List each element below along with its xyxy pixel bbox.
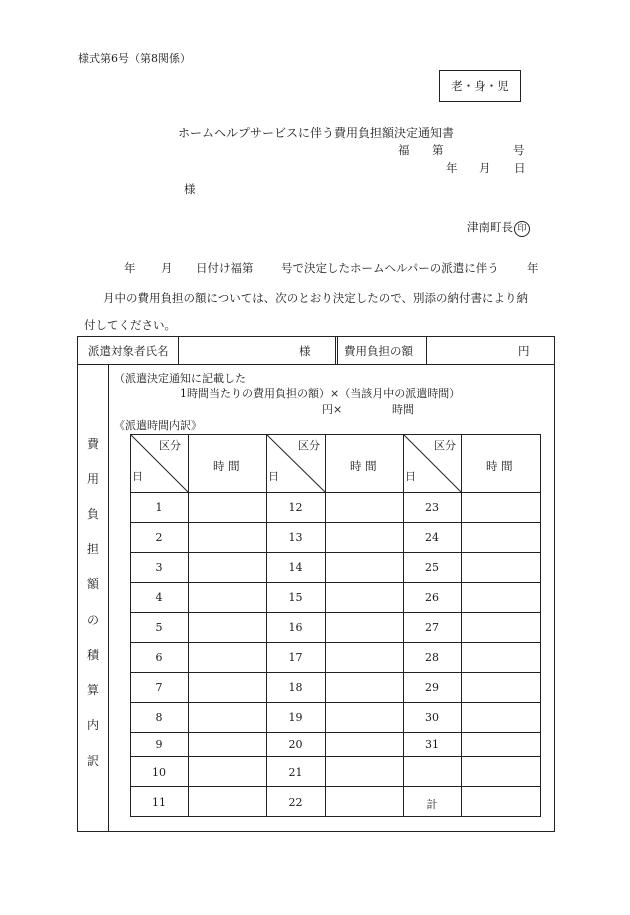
body-line1-year: 年	[124, 261, 136, 275]
doc-number-middle: 第	[432, 143, 444, 157]
kubun-label: 区分	[159, 439, 181, 452]
hours-header: 時 間	[213, 459, 240, 473]
form-number: 様式第6号（第8関係）	[78, 52, 191, 65]
day-number: 2	[155, 531, 163, 544]
day-number: 16	[288, 621, 303, 634]
body-line1-month: 月	[161, 261, 173, 275]
day-number: 17	[288, 651, 303, 664]
document-title: ホームヘルプサービスに伴う費用負担額決定通知書	[178, 126, 455, 140]
side-label-char: 用	[86, 472, 99, 486]
day-number: 28	[425, 651, 439, 664]
day-label: 日	[132, 470, 143, 483]
day-number: 29	[425, 681, 439, 694]
side-label-char: 訳	[86, 754, 99, 768]
day-number: 24	[425, 531, 439, 544]
side-label-char: 担	[86, 542, 99, 556]
breakdown-title: 《派遣時間内訳》	[114, 419, 202, 432]
side-label-char: 積	[86, 648, 99, 662]
day-number: 6	[155, 651, 163, 664]
day-number: 14	[288, 561, 303, 574]
day-number: 5	[155, 621, 163, 634]
day-number: 25	[425, 561, 439, 574]
formula-line2: 1時間当たりの費用負担の額）×（当該月中の派遣時間）	[180, 387, 461, 400]
name-suffix: 様	[299, 344, 311, 358]
doc-number-suffix: 号	[513, 143, 525, 157]
day-number: 22	[288, 796, 303, 809]
day-number: 4	[155, 591, 163, 604]
formula-yen: 円×	[322, 403, 343, 416]
day-number: 20	[288, 738, 303, 751]
issuer-name: 津南町長	[467, 220, 513, 234]
hours-header: 時 間	[486, 459, 513, 473]
body-line2: 月中の費用負担の額については、次のとおり決定したので、別添の納付書により納	[103, 291, 529, 305]
body-line1-dated: 日付け福第	[196, 261, 254, 275]
kubun-label: 区分	[434, 439, 456, 452]
day-number: 9	[155, 738, 163, 751]
day-number: 12	[288, 501, 303, 514]
day-number: 8	[155, 711, 163, 724]
day-number: 31	[425, 738, 439, 751]
side-label-char: 負	[86, 507, 99, 521]
day-number: 19	[288, 711, 303, 724]
day-number: 18	[288, 681, 303, 694]
day-number: 7	[155, 681, 163, 694]
date-day: 日	[514, 161, 526, 175]
day-number: 15	[288, 591, 303, 604]
day-number: 30	[425, 711, 439, 724]
side-label-char: 算	[86, 683, 99, 697]
day-number: 21	[288, 766, 303, 779]
date-year: 年	[446, 161, 458, 175]
day-number: 27	[425, 621, 439, 634]
day-number: 10	[152, 766, 166, 779]
seal-mark: 印	[514, 221, 530, 237]
side-label-char: 内	[86, 718, 99, 732]
name-label: 派遣対象者氏名	[88, 344, 169, 358]
side-label-char: 額	[86, 577, 99, 591]
kubun-label: 区分	[298, 439, 320, 452]
side-label-char: 費	[86, 437, 99, 451]
hours-header: 時 間	[350, 459, 377, 473]
day-number: 11	[152, 796, 166, 809]
amount-label: 費用負担の額	[344, 344, 413, 358]
addressee-suffix: 様	[184, 182, 196, 196]
formula-hours: 時間	[392, 403, 414, 416]
day-number: 26	[425, 591, 439, 604]
total-label: 計	[426, 798, 438, 811]
day-label: 日	[405, 470, 416, 483]
amount-unit: 円	[518, 344, 530, 358]
body-line3: 付してください。	[84, 318, 176, 332]
body-line1-year2: 年	[527, 261, 539, 275]
category-box-text: 老・身・児	[451, 79, 509, 93]
body-line1-decision: 号で決定したホームヘルパーの派遣に伴う	[281, 261, 499, 275]
day-number: 13	[288, 531, 303, 544]
day-number: 1	[155, 501, 163, 514]
day-number: 3	[155, 561, 163, 574]
day-number: 23	[425, 501, 439, 514]
day-label: 日	[268, 470, 279, 483]
formula-line1: （派遣決定通知に記載した	[114, 372, 246, 385]
side-label-char: の	[86, 613, 99, 627]
doc-number-prefix: 福	[398, 143, 410, 157]
date-month: 月	[479, 161, 491, 175]
